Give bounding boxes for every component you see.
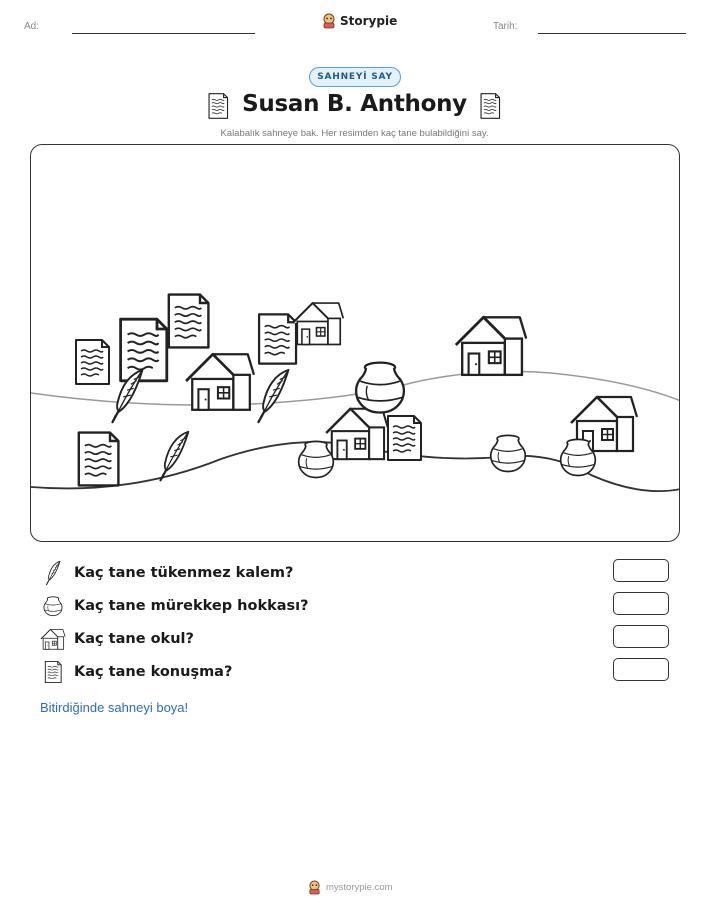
scene-illustration [31, 145, 680, 542]
speech-paper-icon [388, 416, 421, 460]
storypie-mascot-icon [322, 13, 336, 29]
speech-paper-icon [79, 433, 119, 486]
speech-paper-icon [259, 314, 296, 363]
ink-pot-icon [299, 441, 334, 477]
ink-pot-icon [491, 435, 526, 471]
question-text: Kaç tane mürekkep hokkası? [74, 598, 309, 614]
speech-paper-icon [121, 319, 167, 381]
question-row [40, 659, 232, 685]
question-text: Kaç tane konuşma? [74, 664, 233, 680]
name-line[interactable] [72, 33, 255, 34]
school-house-icon [456, 317, 526, 375]
brand-name: Storypie [340, 14, 398, 28]
counting-scene[interactable] [30, 144, 680, 542]
question-row [40, 560, 293, 586]
speech-paper-icon [169, 295, 209, 348]
question-text: Kaç tane tükenmez kalem? [74, 565, 294, 581]
ink-pot-icon [40, 593, 66, 619]
storypie-mascot-icon [308, 880, 321, 895]
quill-pen-icon [161, 432, 189, 481]
brand-logo [322, 13, 397, 29]
speech-paper-icon [478, 92, 502, 120]
school-house-icon [326, 409, 388, 459]
school-house-icon [40, 626, 66, 652]
answer-box[interactable] [613, 592, 669, 615]
name-label: Ad: [24, 21, 40, 32]
date-line[interactable] [538, 33, 686, 34]
question-row [40, 593, 309, 619]
speech-paper-icon [40, 659, 66, 685]
answer-box[interactable] [613, 658, 669, 681]
ink-pot-icon [356, 363, 404, 413]
quill-pen-icon [40, 560, 66, 586]
school-house-icon [186, 354, 254, 410]
speech-paper-icon [76, 340, 109, 384]
answer-box[interactable] [613, 625, 669, 648]
footer-url: mystorypie.com [326, 882, 393, 893]
instruction-text: Kalabalık sahneye bak. Her resimden kaç tane bulabildiğini say. [220, 128, 489, 139]
page-title: Susan B. Anthony [242, 91, 467, 117]
footer [308, 880, 393, 895]
school-house-icon [293, 303, 344, 344]
answer-box[interactable] [613, 559, 669, 582]
question-row [40, 626, 194, 652]
finish-instruction: Bitirdiğinde sahneyi boya! [40, 700, 189, 715]
activity-badge: SAHNEYİ SAY [309, 67, 401, 87]
question-text: Kaç tane okul? [74, 631, 194, 647]
date-label: Tarih: [493, 21, 518, 32]
quill-pen-icon [259, 370, 289, 422]
